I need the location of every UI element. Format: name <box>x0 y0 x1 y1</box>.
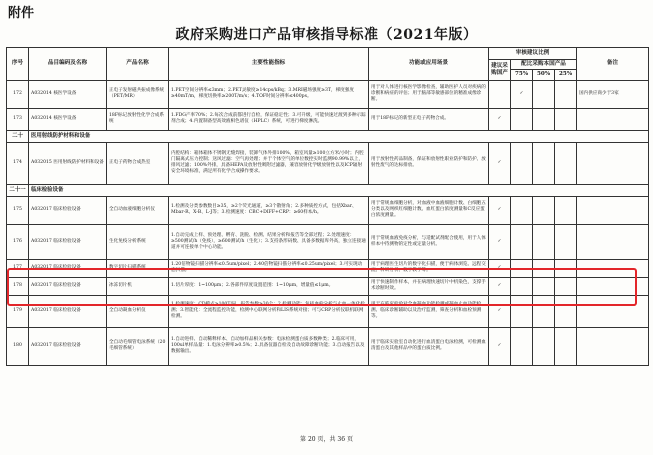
cell-seq: 180 <box>7 327 29 365</box>
cell-suggest-domestic: ✓ <box>489 142 511 184</box>
table-row <box>7 108 649 130</box>
cell-code: A032015 医用射线防护材料和设备 <box>29 142 107 184</box>
cell-ratio-75 <box>511 142 533 184</box>
page-footer: 第 20 页，共 36 页 <box>300 436 353 443</box>
category-title: 临床检验设备 <box>29 184 649 196</box>
header-remark: 备注 <box>577 48 649 81</box>
cell-specs: 1.自动进样、自动稀释样本、自动加样品相关参数：电泳检测蛋白质多数种类；2.临床可用，100ul单样品量：1.电泳分辨率≥0.5%；2.具备仪器自检及自动故障诊断功能；3.自动报告以及数据输出。 <box>169 327 369 365</box>
cell-ratio-75: ✓ <box>511 80 533 108</box>
table-row <box>7 259 649 277</box>
cell-suggest-domestic: ✓ <box>489 277 511 295</box>
cell-specs: 1.FDG产率70%；2.每次合成前都进行自检，保证稳定性；3.可升级，可能快速过渡到多种示踪剂合成；4.内置制备型高效液相色谱仪（HPLC）系统，可进行梯度淋洗。 <box>169 108 369 130</box>
cell-ratio-25 <box>555 224 577 259</box>
cell-ratio-25 <box>555 108 577 130</box>
cell-code: A032017 临床检验设备 <box>29 224 107 259</box>
cell-suggest-domestic <box>489 80 511 108</box>
cell-suggest-domestic: ✓ <box>489 295 511 327</box>
cell-remark <box>577 224 649 259</box>
cell-remark <box>577 295 649 327</box>
cell-specs: 1.检测及分类参数数目≥35，≥2个荧光通道，≥3个散射角；2.多种质控方式，包括Xbar、Mbar-R、X-B、L-J等；3.检测速度：CBC+DIFF+CRP：≥60样本/h。 <box>169 196 369 224</box>
cell-ratio-50 <box>533 108 555 130</box>
header-review-ratio: 审核建议比例 <box>489 48 577 60</box>
attachment-label: 附件 <box>8 6 35 21</box>
cell-function: 用于快速制作样本，并在病理快速切片中机染色，支撑手术诊断时效。 <box>369 277 489 295</box>
header-ratio-purchase: 配比采购本国产品 <box>511 60 577 70</box>
cell-remark <box>577 142 649 184</box>
header-specs: 主要性能指标 <box>169 48 369 81</box>
cell-ratio-75 <box>511 224 533 259</box>
cell-code: A032014 核医学设备 <box>29 80 107 108</box>
cell-ratio-75 <box>511 259 533 277</box>
cell-suggest-domestic: ✓ <box>489 224 511 259</box>
cell-code: A032017 临床检验设备 <box>29 277 107 295</box>
cell-seq: 176 <box>7 224 29 259</box>
cell-function: 用于常规血细胞分析，对血液中血液细胞计数、白细胞五分类以及网织红细胞计数、血红蛋白浓度测量和C反应蛋白浓度测量。 <box>369 196 489 224</box>
cell-specs: 1.自动完成上样、预处理、孵育、洗脱、检测、结果分析和报告等全部过程；2.处理速度：≥500测试/h（免疫），≥600测试/h（生化）；3.支持条形码数、具备多数据库外高，独立连接通道并可连接单个中心功能。 <box>169 224 369 259</box>
cell-function: 用于放射性药品制备，保证和放射性职业防护和防护、放射性废气的达标排放。 <box>369 142 489 184</box>
document-title: 政府采购进口产品审核指导标准（2021年版） <box>175 27 478 43</box>
cell-remark <box>577 196 649 224</box>
cell-suggest-domestic: ✓ <box>489 327 511 365</box>
cell-ratio-50 <box>533 327 555 365</box>
cell-product: 生化免疫分析系统 <box>107 224 169 259</box>
category-row <box>7 130 649 142</box>
cell-ratio-50 <box>533 142 555 184</box>
cell-code: A032017 临床检验设备 <box>29 295 107 327</box>
cell-suggest-domestic: ✓ <box>489 108 511 130</box>
cell-ratio-25 <box>555 142 577 184</box>
table-row <box>7 277 649 295</box>
cell-ratio-75 <box>511 295 533 327</box>
header-ratio-50: 50% <box>533 70 555 80</box>
cell-function: 用于临床实验室自动化进行血清蛋白电泳检测，可检测血清蛋白及其他样品中的蛋白质比例。 <box>369 327 489 365</box>
cell-ratio-75 <box>511 196 533 224</box>
cell-ratio-50 <box>533 196 555 224</box>
cell-product: 数字切片扫描系统 <box>107 259 169 277</box>
cell-ratio-25 <box>555 196 577 224</box>
cell-specs: 1.PET空间分辨率≤3mm；2.PET灵敏度≥14cps/kBq；3.MRI磁场强度≥3T，梯度强度≥40mT/m，梯度切换率≥200T/m/s；4.TOF时间分辨率≤400ps。 <box>169 80 369 108</box>
cell-ratio-50 <box>533 277 555 295</box>
cell-ratio-25 <box>555 295 577 327</box>
cell-product: 冰冻切片机 <box>107 277 169 295</box>
cell-ratio-25 <box>555 80 577 108</box>
category-seq: 二十 <box>7 130 29 142</box>
cell-ratio-50 <box>533 80 555 108</box>
cell-ratio-50 <box>533 295 555 327</box>
cell-ratio-25 <box>555 327 577 365</box>
cell-product: 全自动凝血分析仪 <box>107 295 169 327</box>
cell-remark: 国内供应商少于3家 <box>577 80 649 108</box>
table-row <box>7 80 649 108</box>
cell-specs: 1.20倍物镜扫描分辨率≤0.5um/pixel；2.40倍物镜扫描分辨率≤0.25um/pixel；3.可实现动态扫描。 <box>169 259 369 277</box>
cell-function: 用于对人体进行核医学影像检查，辅助医护人员对疾病的诊断和病症的评估；用于脑部等敏感部位的精准成像诊断。 <box>369 80 489 108</box>
cell-ratio-75 <box>511 108 533 130</box>
cell-function: 用于常规血液免疫分析，与适配试剂配合使用，用于人体样本中待测物的定性或定量分析。 <box>369 224 489 259</box>
cell-function: 用于在临床检验对全血凝血功能检测或凝血止血功能检测、临床诊断辅助以及治疗监测，筛查分析和血栓预测等。 <box>369 295 489 327</box>
category-seq: 二十一 <box>7 184 29 196</box>
table-row <box>7 327 649 365</box>
table-body <box>7 80 649 365</box>
cell-seq: 177 <box>7 259 29 277</box>
cell-seq: 179 <box>7 295 29 327</box>
cell-code: A032017 临床检验设备 <box>29 327 107 365</box>
standards-table <box>6 47 649 366</box>
table-row <box>7 224 649 259</box>
cell-product: 全自动毛细管电泳系统（20毛细管系统） <box>107 327 169 365</box>
cell-seq: 178 <box>7 277 29 295</box>
cell-ratio-75 <box>511 277 533 295</box>
cell-product: 正电子发射磁共振成像系统（PET/MR） <box>107 80 169 108</box>
header-seq: 序号 <box>7 48 29 81</box>
cell-suggest-domestic: ✓ <box>489 196 511 224</box>
cell-seq: 174 <box>7 142 29 184</box>
cell-seq: 175 <box>7 196 29 224</box>
category-row <box>7 184 649 196</box>
header-code: 品目编码及名称 <box>29 48 107 81</box>
table-row <box>7 295 649 327</box>
cell-ratio-75 <box>511 327 533 365</box>
cell-remark <box>577 259 649 277</box>
cell-function: 用于18F标记的新型正电子药物合成。 <box>369 108 489 130</box>
cell-ratio-25 <box>555 277 577 295</box>
cell-code: A032014 核医学设备 <box>29 108 107 130</box>
cell-specs: 1.检测速度：CD模式≥100T/H，报告参数≥30个；2.检测功能：包括血栓分析与止血一体化检测；3.智能化：全流程监控功能，检测中心联网分析和LIS系统对接；可与CRP分析仪联机联网检测。 <box>169 295 369 327</box>
cell-ratio-25 <box>555 259 577 277</box>
cell-specs: 1.切片厚度：1~100μm；2.各部件厚度设置范围：1~10μm，增量值≤1μm。 <box>169 277 369 295</box>
cell-ratio-50 <box>533 259 555 277</box>
cell-function: 用于病理医生切片的数字化扫描，便于病体浏览、远程交流、科研分析、数字教学等。 <box>369 259 489 277</box>
cell-code: A032017 临床检验设备 <box>29 259 107 277</box>
category-title: 医用射线防护材料和设备 <box>29 130 649 142</box>
table-row <box>7 142 649 184</box>
cell-seq: 172 <box>7 80 29 108</box>
header-product: 产品名称 <box>107 48 169 81</box>
header-ratio-75: 75% <box>511 70 533 80</box>
cell-specs: 内腔结构：箱体箱体不锈钢无缝焊接，装卸气体外排100%，箱室风量≥100立方米/小时；内腔门隔离式压力控制；送风过滤：空气再处理；并于个体空气的单位数控实时监测90.99%以上，排风过滤；100%外排，具备HEPA及放射性吸附过滤器，兼容放射化学级放射性以及ICP辐射安全环境标准，满足所有化学合成操作要求。 <box>169 142 369 184</box>
cell-code: A032017 临床检验设备 <box>29 196 107 224</box>
cell-suggest-domestic: ✓ <box>489 259 511 277</box>
cell-product: 18F标记放射性化学合成系统 <box>107 108 169 130</box>
cell-remark <box>577 108 649 130</box>
cell-remark <box>577 327 649 365</box>
header-function: 功能或应用场景 <box>369 48 489 81</box>
cell-remark <box>577 277 649 295</box>
table-row <box>7 196 649 224</box>
cell-seq: 173 <box>7 108 29 130</box>
cell-product: 正电子药物合成热室 <box>107 142 169 184</box>
cell-product: 全自动血液细胞分析仪 <box>107 196 169 224</box>
cell-ratio-50 <box>533 224 555 259</box>
header-suggest-domestic: 建议采购国产 <box>489 60 511 81</box>
header-ratio-25: 25% <box>555 70 577 80</box>
